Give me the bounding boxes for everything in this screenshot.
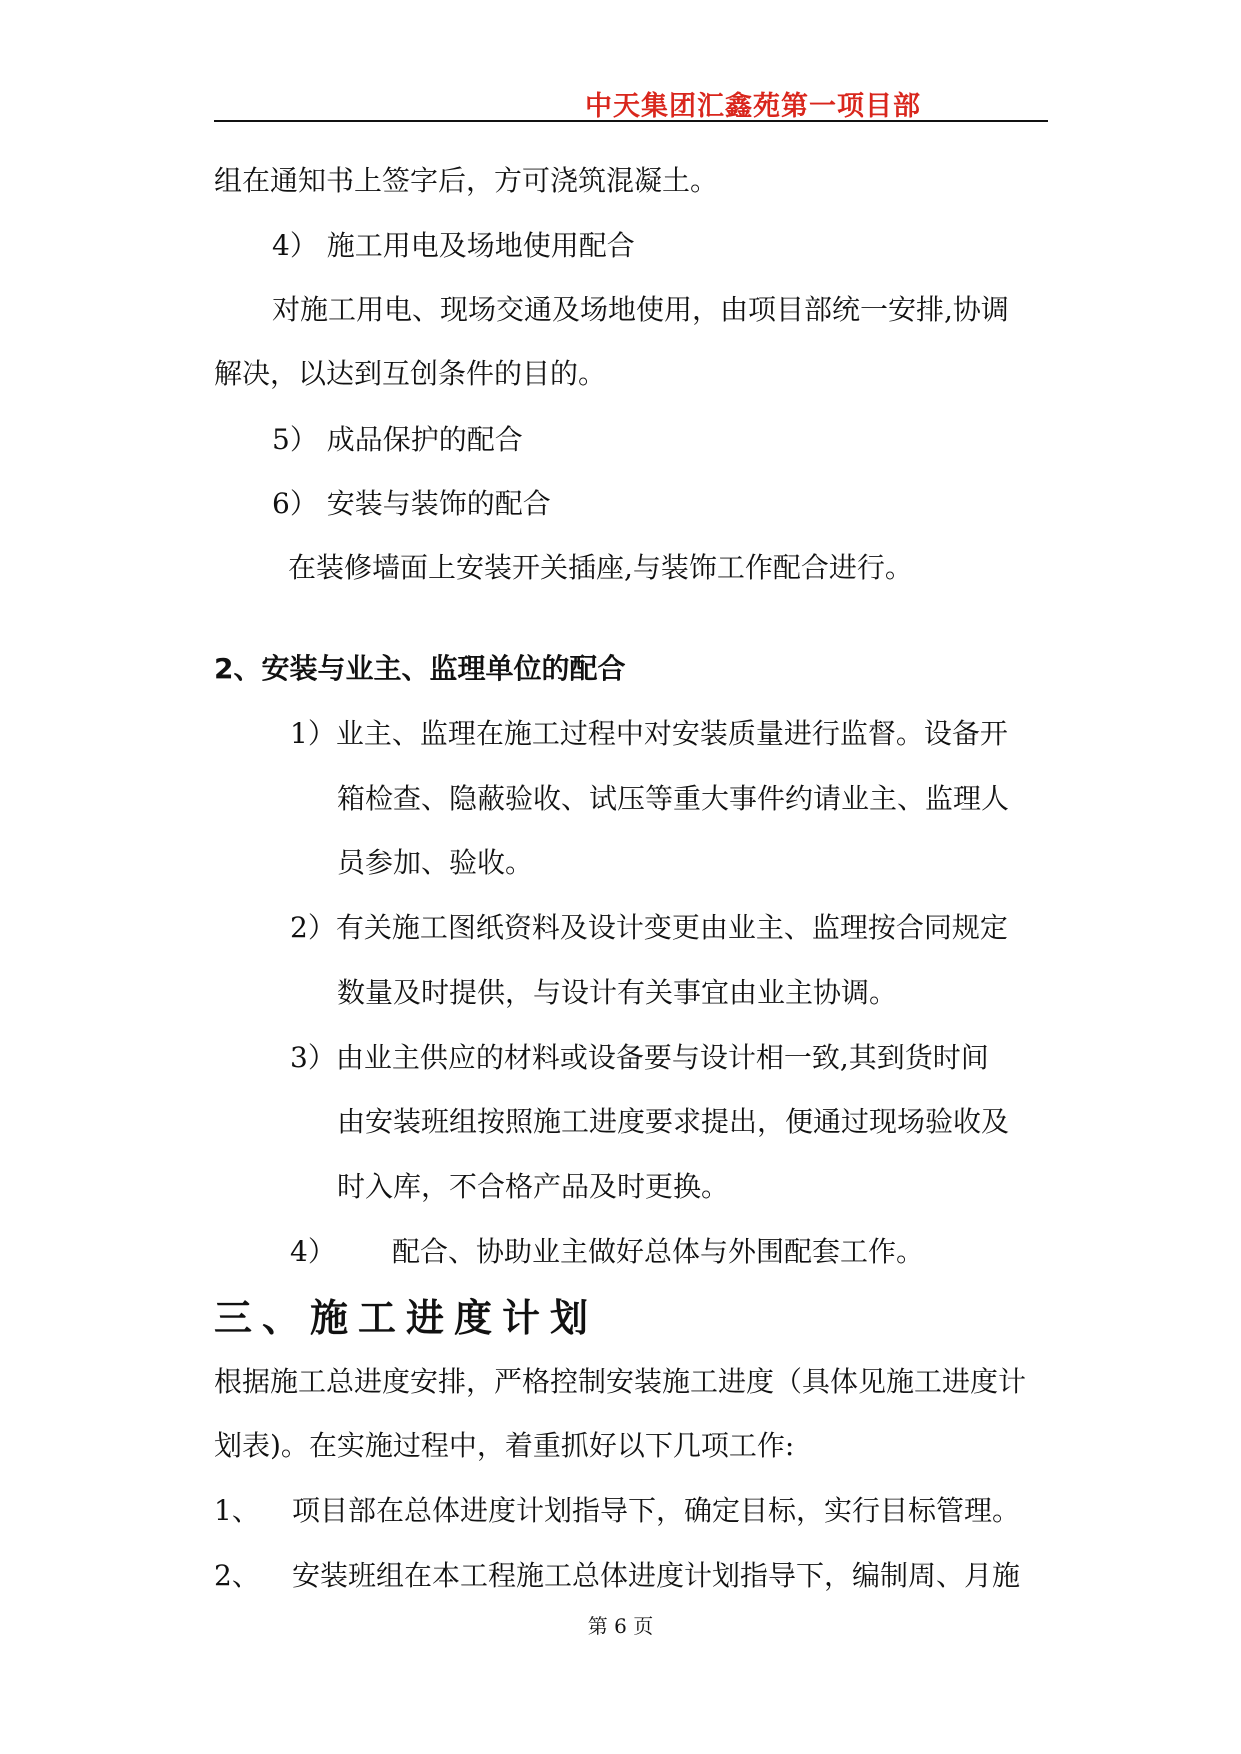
list-item-line: 箱检查、隐蔽验收、试压等重大事件约请业主、监理人	[337, 782, 1010, 815]
paragraph-line: 对施工用电、现场交通及场地使用，由项目部统一安排,协调	[272, 293, 1009, 326]
list-item-line: 项目部在总体进度计划指导下，确定目标，实行目标管理。	[292, 1494, 1021, 1527]
header-title: 中天集团汇鑫苑第一项目部	[585, 91, 921, 122]
list-item-number: 4）	[290, 1235, 336, 1268]
list-item-line: 配合、协助业主做好总体与外围配套工作。	[392, 1235, 925, 1268]
list-item-number: 2、	[214, 1559, 260, 1592]
section-heading: 三、施工进度计划	[214, 1296, 599, 1340]
list-item-5: 5） 成品保护的配合	[272, 423, 523, 456]
paragraph-continuation: 组在通知书上签字后，方可浇筑混凝土。	[214, 164, 719, 197]
list-item-line: 1）业主、监理在施工过程中对安装质量进行监督。设备开	[290, 717, 1008, 750]
list-item-line: 时入库，不合格产品及时更换。	[337, 1170, 730, 1203]
paragraph-line: 解决，以达到互创条件的目的。	[214, 357, 607, 390]
list-item-line: 2）有关施工图纸资料及设计变更由业主、监理按合同规定	[290, 911, 1008, 944]
list-item-line: 由安装班组按照施工进度要求提出，便通过现场验收及	[337, 1105, 1010, 1138]
subheading: 2、安装与业主、监理单位的配合	[214, 652, 626, 685]
list-item-line: 员参加、验收。	[337, 846, 534, 879]
list-item-4: 4） 施工用电及场地使用配合	[272, 229, 635, 262]
list-item-line: 3）由业主供应的材料或设备要与设计相一致,其到货时间	[290, 1041, 989, 1074]
paragraph-line: 在装修墙面上安装开关插座,与装饰工作配合进行。	[288, 551, 913, 584]
page-number: 第 6 页	[587, 1614, 654, 1638]
list-item-6: 6） 安装与装饰的配合	[272, 487, 551, 520]
list-item-line: 数量及时提供，与设计有关事宜由业主协调。	[337, 976, 898, 1009]
paragraph-line: 划表)。在实施过程中，着重抓好以下几项工作:	[214, 1429, 795, 1462]
list-item-number: 1、	[214, 1494, 260, 1527]
paragraph-line: 根据施工总进度安排，严格控制安装施工进度（具体见施工进度计	[214, 1365, 1027, 1398]
list-item-line: 安装班组在本工程施工总体进度计划指导下，编制周、月施	[292, 1559, 1021, 1592]
header-rule	[214, 120, 1048, 122]
